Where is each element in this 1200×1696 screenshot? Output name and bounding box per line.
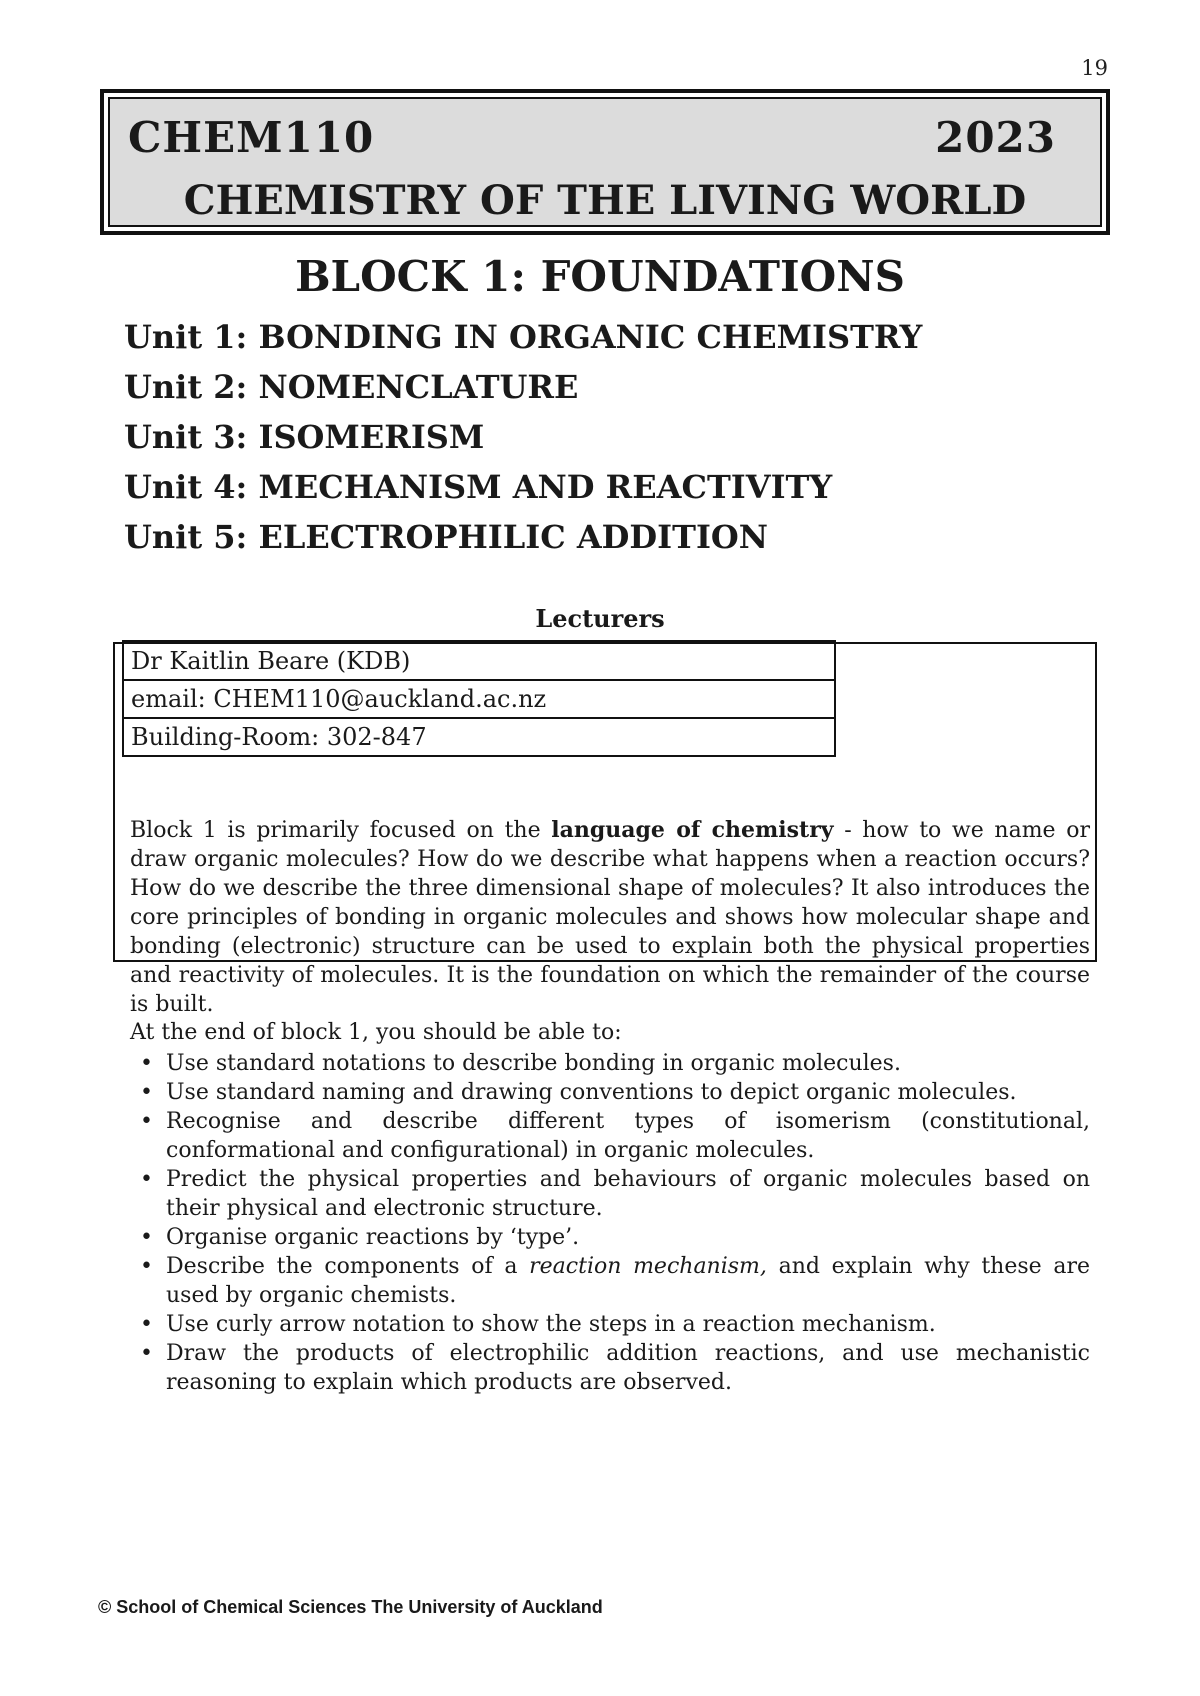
unit-item: Unit 3: ISOMERISM bbox=[124, 418, 485, 456]
learning-outcomes-list bbox=[130, 1049, 1090, 1397]
course-title: CHEMISTRY OF THE LIVING WORLD bbox=[183, 177, 1027, 224]
unit-item: Unit 2: NOMENCLATURE bbox=[124, 368, 579, 406]
outcome-item: • Predict the physical properties and behaviours of organic molecules based on their physical and electronic structure. bbox=[130, 1165, 1090, 1223]
lecturers-heading: Lecturers bbox=[535, 604, 665, 633]
course-code: CHEM110 bbox=[128, 113, 375, 162]
outcome-item: • Draw the products of electrophilic addition reactions, and use mechanistic reasoning to explain which products are observed. bbox=[130, 1339, 1090, 1397]
copyright-footer: © School of Chemical Sciences The University of Auckland bbox=[98, 1597, 603, 1617]
unit-item: Unit 5: ELECTROPHILIC ADDITION bbox=[124, 518, 769, 556]
outcome-item bbox=[130, 1252, 1090, 1310]
description-text: - how to we name or draw organic molecules? How do we describe what happens when a reaction occurs? How do we describe the three dimensional shape of molecules? It also introduces the core principles of bonding in organic molecules and shows how molecular shape and bonding (electronic) structure can be used to explain both the physical properties and reactivity of molecules. It is the foundation on which the remainder of the course is built. bbox=[130, 818, 1090, 1017]
outcome-item: • Organise organic reactions by ‘type’. bbox=[130, 1223, 1090, 1252]
outcome-item: • Use curly arrow notation to show the steps in a reaction mechanism. bbox=[130, 1310, 1090, 1339]
course-year: 2023 bbox=[935, 113, 1056, 162]
lecturer-room: Building-Room: 302-847 bbox=[123, 718, 835, 756]
course-header-box bbox=[100, 89, 1110, 235]
outcomes-intro: At the end of block 1, you should be able to: bbox=[130, 1020, 622, 1045]
page-number: 19 bbox=[1081, 56, 1108, 80]
unit-list bbox=[124, 312, 922, 562]
lecturer-table bbox=[122, 640, 836, 757]
unit-item: Unit 4: MECHANISM AND REACTIVITY bbox=[124, 468, 833, 506]
outcome-text: Describe the components of a bbox=[166, 1254, 530, 1279]
table-row bbox=[123, 718, 835, 756]
description-emphasis: language of chemistry bbox=[551, 817, 834, 843]
table-row bbox=[123, 680, 835, 718]
outcome-item: • Use standard notations to describe bonding in organic molecules. bbox=[130, 1049, 1090, 1078]
unit-item: Unit 1: BONDING IN ORGANIC CHEMISTRY bbox=[124, 318, 923, 356]
table-row bbox=[123, 642, 835, 681]
outcome-emphasis: reaction mechanism, bbox=[529, 1254, 767, 1279]
outcome-item: • Use standard naming and drawing conventions to depict organic molecules. bbox=[130, 1078, 1090, 1107]
lecturer-name: Dr Kaitlin Beare (KDB) bbox=[123, 642, 835, 681]
block-title: BLOCK 1: FOUNDATIONS bbox=[295, 252, 905, 301]
block-description bbox=[130, 816, 1090, 1019]
outcome-item: • Recognise and describe different types of isomerism (constitutional, conformational and configurational) in organic molecules. bbox=[130, 1107, 1090, 1165]
description-text: Block 1 is primarily focused on the bbox=[130, 818, 552, 843]
outcome-text: and explain why these are used by organic chemists. bbox=[166, 1254, 1090, 1308]
course-header-inner bbox=[108, 97, 1102, 227]
lecturer-email: email: CHEM110@auckland.ac.nz bbox=[123, 680, 835, 718]
